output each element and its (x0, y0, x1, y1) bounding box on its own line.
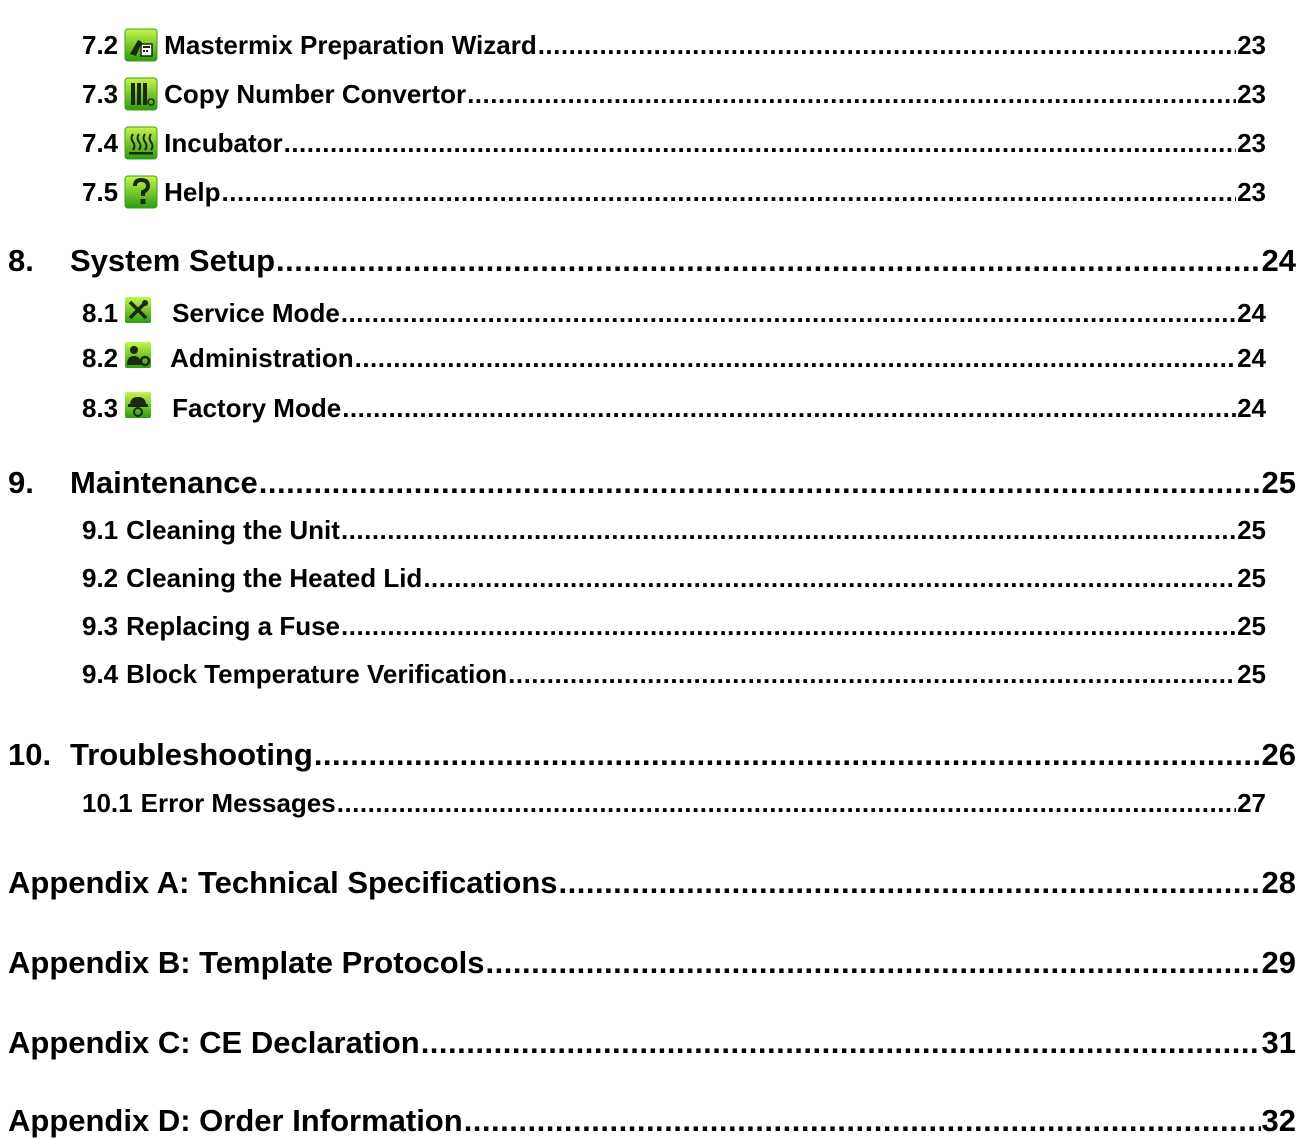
toc-entry-9-3[interactable] (82, 613, 1266, 639)
toc-leader-dots (284, 130, 1236, 156)
toc-entry-8[interactable] (8, 245, 1296, 276)
toc-entry-title: Mastermix Preparation Wizard (164, 30, 537, 60)
toc-entry-title: Factory Mode (172, 393, 342, 423)
toc-leader-dots (421, 1027, 1261, 1058)
toc-entry-number: 9.1 (82, 515, 119, 545)
toc-entry-page: 23 (1237, 30, 1266, 60)
toc-entry-title: Appendix D: Order Information (8, 1103, 463, 1138)
toc-entry-page: 28 (1261, 865, 1296, 900)
toc-entry-8-1[interactable] (82, 298, 1266, 326)
toc-entry-title: Cleaning the Heated Lid (126, 563, 423, 593)
toc-entry-number: 9.4 (82, 659, 119, 689)
toc-entry-8-2[interactable] (82, 343, 1266, 371)
toc-entry-9-1[interactable] (82, 517, 1266, 543)
toc-entry-9-2[interactable] (82, 565, 1266, 591)
toc-entry-page: 27 (1237, 788, 1266, 818)
toc-entry-7-5[interactable] (82, 171, 1266, 205)
toc-entry-title: Block Temperature Verification (126, 659, 508, 689)
toc-entry-page: 25 (1237, 659, 1266, 689)
toc-entry-page: 24 (1237, 393, 1266, 423)
toc-leader-dots (508, 661, 1236, 687)
toc-entry-title: Appendix A: Technical Specifications (8, 865, 558, 900)
toc-entry-page: 25 (1237, 563, 1266, 593)
toc-entry-number: 7.5 (82, 177, 119, 207)
toc-entry-9-4[interactable] (82, 661, 1266, 687)
toc-entry-page: 23 (1237, 79, 1266, 109)
toc-leader-dots (559, 867, 1261, 898)
toc-entry-page: 23 (1237, 177, 1266, 207)
toc-entry-page: 25 (1261, 465, 1296, 500)
toc-entry-10[interactable] (8, 739, 1296, 770)
toc-entry-appendix-c[interactable] (8, 1027, 1296, 1058)
hard-hat-icon (124, 391, 152, 419)
toc-leader-dots (467, 81, 1236, 107)
toc-entry-page: 24 (1237, 298, 1266, 328)
toc-entry-number: 8.3 (82, 393, 119, 423)
toc-entry-appendix-b[interactable] (8, 947, 1296, 978)
toc-entry-title: Cleaning the Unit (126, 515, 340, 545)
toc-leader-dots (342, 395, 1236, 421)
tools-icon (124, 296, 152, 324)
toc-leader-dots (341, 300, 1236, 326)
toc-entry-number: 8.1 (82, 298, 119, 328)
toc-leader-dots (276, 245, 1261, 276)
toc-entry-number: 9.2 (82, 563, 119, 593)
toc-entry-title: Copy Number Convertor (164, 79, 467, 109)
toc-leader-dots (341, 613, 1236, 639)
toc-entry-10-1[interactable] (82, 790, 1266, 816)
toc-entry-page: 24 (1261, 243, 1296, 278)
question-mark-icon (124, 175, 158, 209)
toc-leader-dots (222, 179, 1237, 205)
toc-entry-page: 31 (1261, 1025, 1296, 1060)
user-gear-icon (124, 341, 152, 369)
toc-entry-number: 10.1 (82, 788, 133, 818)
toc-entry-title: Service Mode (172, 298, 340, 328)
toc-entry-page: 25 (1237, 611, 1266, 641)
heat-waves-icon (124, 126, 158, 160)
flask-calculator-icon (124, 28, 158, 62)
toc-entry-title: Error Messages (140, 788, 336, 818)
toc-entry-number: 9.3 (82, 611, 119, 641)
toc-entry-page: 26 (1261, 737, 1296, 772)
toc-entry-appendix-d[interactable] (8, 1105, 1296, 1136)
toc-entry-title: Appendix C: CE Declaration (8, 1025, 420, 1060)
toc-entry-title: Maintenance (70, 465, 258, 500)
toc-entry-title: Appendix B: Template Protocols (8, 945, 485, 980)
toc-entry-7-2[interactable] (82, 24, 1266, 58)
toc-entry-number: 7.3 (82, 79, 119, 109)
toc-entry-page: 25 (1237, 515, 1266, 545)
toc-leader-dots (355, 345, 1236, 371)
toc-entry-9[interactable] (8, 467, 1296, 498)
toc-entry-number: 7.4 (82, 128, 119, 158)
toc-leader-dots (486, 947, 1261, 978)
toc-entry-title: Troubleshooting (70, 737, 313, 772)
toc-entry-title: Help (164, 177, 221, 207)
toc-leader-dots (314, 739, 1261, 770)
toc-entry-7-3[interactable] (82, 73, 1266, 107)
toc-entry-number: 9. (8, 465, 34, 500)
toc-entry-appendix-a[interactable] (8, 867, 1296, 898)
toc-entry-title: Administration (170, 343, 354, 373)
toc-entry-title: Replacing a Fuse (126, 611, 340, 641)
toc-leader-dots (341, 517, 1236, 543)
toc-entry-page: 29 (1261, 945, 1296, 980)
toc-leader-dots (464, 1105, 1261, 1136)
toc-entry-page: 24 (1237, 343, 1266, 373)
toc-leader-dots (259, 467, 1261, 498)
toc-leader-dots (423, 565, 1236, 591)
toc-entry-8-3[interactable] (82, 393, 1266, 421)
toc-entry-number: 10. (8, 737, 52, 772)
toc-entry-number: 7.2 (82, 30, 119, 60)
toc-entry-title: System Setup (70, 243, 276, 278)
toc-leader-dots (337, 790, 1236, 816)
toc-entry-page: 32 (1261, 1103, 1296, 1138)
toc-entry-title: Incubator (164, 128, 283, 158)
tubes-icon (124, 77, 158, 111)
toc-entry-7-4[interactable] (82, 122, 1266, 156)
toc-entry-page: 23 (1237, 128, 1266, 158)
toc-entry-number: 8.2 (82, 343, 119, 373)
toc-entry-number: 8. (8, 243, 34, 278)
toc-leader-dots (538, 32, 1236, 58)
